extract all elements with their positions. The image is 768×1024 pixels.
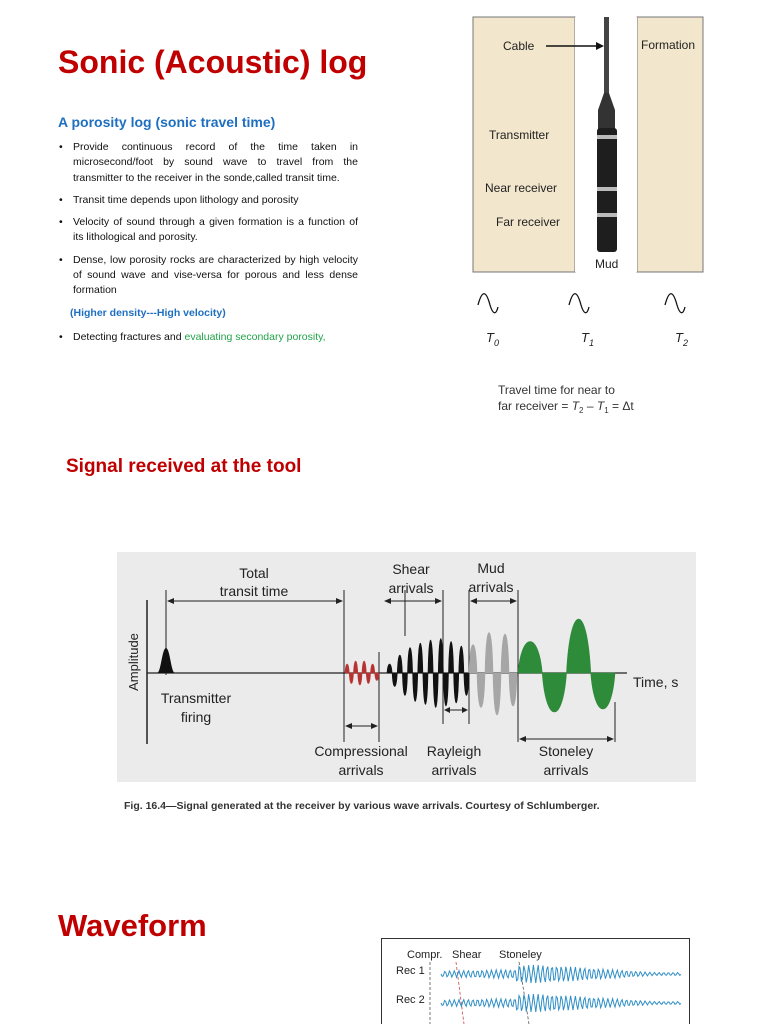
section-title-signal: Signal received at the tool [66,456,302,477]
bullet-text: Detecting fractures and [73,330,185,343]
transmitter-firing-label-2: firing [180,709,212,725]
signal-figure [117,552,697,782]
stoneley-label-1: Stoneley [538,743,594,759]
shear-label: Shear [452,949,482,961]
transmitter-band [597,135,617,139]
rec2-label: Rec 2 [396,994,425,1006]
t2-label: $T_2$ [675,330,688,348]
rayleigh-label-1: Rayleigh [426,743,482,759]
near-receiver-label: Near receiver [485,181,558,195]
amplitude-label: Amplitude [126,633,141,691]
near-receiver-band [597,187,617,191]
page-title: Sonic (Acoustic) log [58,44,368,80]
cable [604,17,609,95]
total-label-1: Total [239,565,269,581]
formation-left [473,17,575,272]
waveform-figure [381,938,691,1024]
far-receiver-label: Far receiver [496,215,561,229]
stoneley-label: Stoneley [499,949,542,961]
bullet-item: • Dense, low porosity rocks are characterized by high velocity of sound wave and vise-versa for porous and less dense formation [58,253,358,299]
section-title-waveform: Waveform [58,908,207,943]
t0-label: $T_0$ [486,330,499,348]
t1-label: $T_1$ [581,330,594,348]
wavelet-t2 [665,294,685,313]
sonic-tool-diagram [472,15,706,415]
bullet-item [58,330,358,345]
travel-time-line1: Travel time for near to [498,383,615,397]
compressional-label-2: arrivals [338,762,384,778]
wavelet-t1 [569,294,589,313]
wavelet-t0 [478,294,498,313]
transmitter-label: Transmitter [489,128,550,142]
bullet-list [58,140,358,352]
section-subtitle: A porosity log (sonic travel time) [58,114,276,130]
mud-label-1: Mud [477,560,505,576]
bullet-item: • Velocity of sound through a given formation is a function of its lithological and porosity. [58,215,358,246]
cable-label: Cable [503,39,535,53]
formation-label: Formation [641,38,696,52]
compressional-label-1: Compressional [314,743,408,759]
bullet-item: • Provide continuous record of the time taken in microsecond/foot by sound wave to travel from the transmitter to the receiver in the sonde,called transit time. [58,140,358,186]
highlighted-text: evaluating secondary porosity, [184,330,326,343]
total-label-2: transit time [219,583,289,599]
stoneley-label-2: arrivals [543,762,589,778]
rayleigh-label-2: arrivals [431,762,477,778]
shear-label-1: Shear [392,561,430,577]
figure-caption: Fig. 16.4—Signal generated at the receiver by various wave arrivals. Courtesy of Schlumberger. [124,800,600,812]
formation-right [637,17,703,272]
compr-label: Compr. [407,949,443,961]
density-note: (Higher density---High velocity) [70,306,226,319]
mud-label: Mud [595,257,619,271]
travel-time-line2: far receiver = $T_2 - T_1 = \Delta t$ [498,399,634,415]
shear-label-2: arrivals [388,580,434,596]
far-receiver-band [597,213,617,217]
mud-label-2: arrivals [468,579,514,595]
transmitter-firing-label-1: Transmitter [160,690,232,706]
bullet-item: • Transit time depends upon lithology and porosity [58,193,358,208]
rec1-label: Rec 1 [396,965,425,977]
time-label: Time, s [633,674,679,690]
